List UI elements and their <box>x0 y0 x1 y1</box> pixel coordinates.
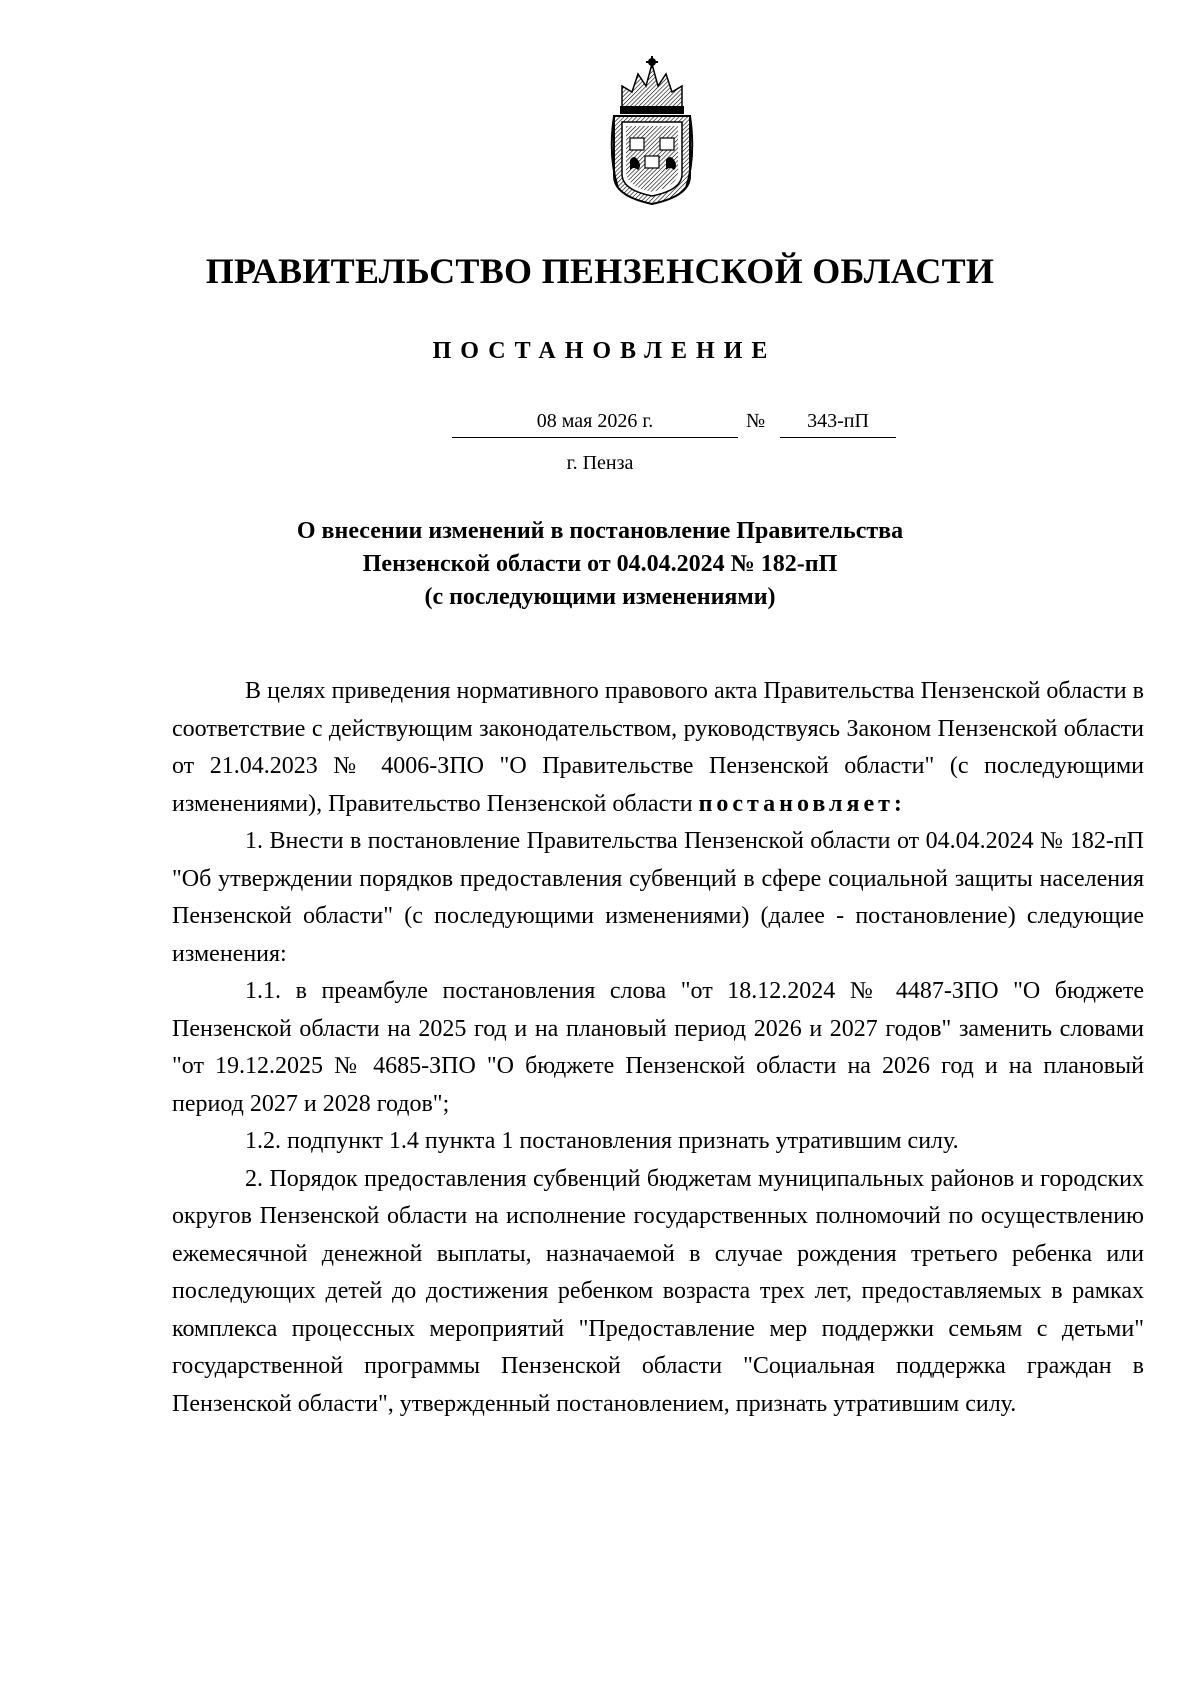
paragraph-1: 1. Внести в постановление Правительства Пензенской области от 04.04.2024 № 182-пП "Об утверждении порядков предоставления субвенций в сфере социальной защиты населения Пензенской области" (с последующими изменениями) (далее - постановление) следующие изменения: <box>172 828 1144 967</box>
government-title: ПРАВИТЕЛЬСТВО ПЕНЗЕНСКОЙ ОБЛАСТИ <box>205 251 995 291</box>
document-date: 08 мая 2026 г. <box>452 410 738 438</box>
paragraph-2: 2. Порядок предоставления субвенций бюджетам муниципальных районов и городских округов Пензенской области на исполнение государственных полномочий по осуществлению ежемесячной денежной выплаты, назначаемой в случае рождения третьего ребенка или последующих детей до достижения ребенком возраста трех лет, предоставляемых в рамках комплекса процессных мероприятий "Предоставление мер поддержки семьям с детьми" государственной программы Пензенской области "Социальная поддержка граждан в Пензенской области", утвержденный постановлением, признать утратившим силу. <box>172 1165 1144 1417</box>
document-subject <box>260 515 940 614</box>
document-number: 343-пП <box>780 410 896 438</box>
paragraph-1-1: 1.1. в преамбуле постановления слова "от 18.12.2024 № 4487-ЗПО "О бюджете Пензенской области на 2025 год и на плановый период 2026 и 2027 годов" заменить словами "от 19.12.2025 № 4685-ЗПО "О бюджете Пензенской области на 2026 год и на плановый период 2027 и 2028 годов"; <box>172 978 1144 1117</box>
number-label: № <box>746 410 766 432</box>
city: г. Пенза <box>566 452 634 474</box>
paragraph-1-2: 1.2. подпункт 1.4 пункта 1 постановления признать утратившим силу. <box>245 1128 959 1154</box>
document-type: ПОСТАНОВЛЕНИЕ <box>432 338 777 364</box>
subject-line: (с последующими изменениями) <box>424 584 776 610</box>
subject-line: Пензенской области от 04.04.2024 № 182-пП <box>362 551 838 577</box>
coat-of-arms-icon <box>608 56 696 206</box>
preamble-paragraph <box>172 673 1144 823</box>
document-body <box>172 673 1144 1423</box>
subject-line: О внесении изменений в постановление Правительства <box>296 518 904 544</box>
preamble-verb: постановляет: <box>698 790 906 817</box>
preamble-text: В целях приведения нормативного правового акта Правительства Пензенской области в соответствие с действующим законодательством, руководствуясь Законом Пензенской области от 21.04.2023 № 4006-ЗПО "О Правительстве Пензенской области" (с последующими изменениями), Правительство Пензенской области <box>172 678 1144 817</box>
